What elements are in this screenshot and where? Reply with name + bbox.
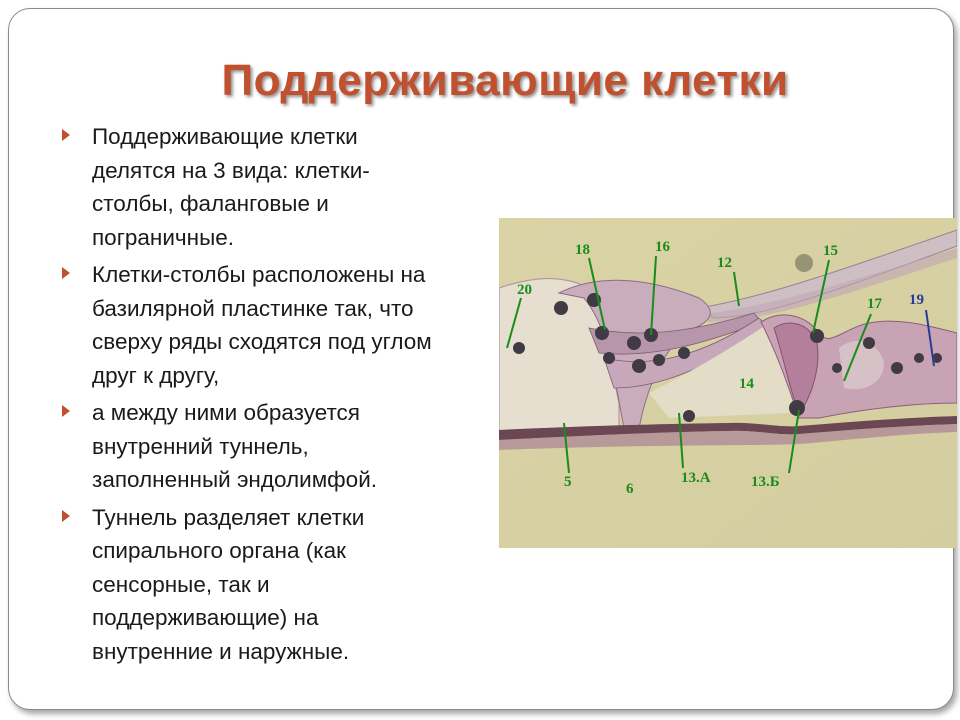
figure-label-14: 14 xyxy=(739,376,754,392)
figure-label-13b: 13.Б xyxy=(751,474,780,490)
figure-label-16: 16 xyxy=(655,239,670,255)
bullet-arrow-icon xyxy=(62,405,70,417)
bullet-list xyxy=(62,120,442,672)
bullet-text: Клетки-столбы расположены на базилярной пластинке так, что сверху ряды сходятся под углом друг к другу, xyxy=(92,262,432,388)
bullet-item xyxy=(62,501,442,669)
bullet-text: Поддерживающие клетки делятся на 3 вида: клетки-столбы, фаланговые и пограничные. xyxy=(92,124,370,250)
bullet-arrow-icon xyxy=(62,267,70,279)
bullet-arrow-icon xyxy=(62,510,70,522)
slide-title: Поддерживающие клетки xyxy=(221,56,789,105)
bullet-text: Туннель разделяет клетки спирального органа (как сенсорные, так и поддерживающие) на внутренние и наружные. xyxy=(92,504,365,664)
figure-label-13a: 13.А xyxy=(681,470,711,486)
figure-label-17: 17 xyxy=(867,296,882,312)
bullet-item xyxy=(62,120,442,254)
histology-figure xyxy=(499,218,957,548)
figure-label-20: 20 xyxy=(517,282,532,298)
bullet-arrow-icon xyxy=(62,129,70,141)
figure-label-19: 19 xyxy=(909,292,924,308)
figure-label-6: 6 xyxy=(626,481,634,497)
figure-label-5: 5 xyxy=(564,474,572,490)
figure-label-18: 18 xyxy=(575,242,590,258)
bullet-text: а между ними образуется внутренний туннель, заполненный эндолимфой. xyxy=(92,400,378,492)
bullet-item xyxy=(62,258,442,392)
organ-of-corti-micrograph xyxy=(499,218,957,548)
figure-label-15: 15 xyxy=(823,243,838,259)
bullet-item xyxy=(62,396,442,497)
figure-label-12: 12 xyxy=(717,255,732,271)
